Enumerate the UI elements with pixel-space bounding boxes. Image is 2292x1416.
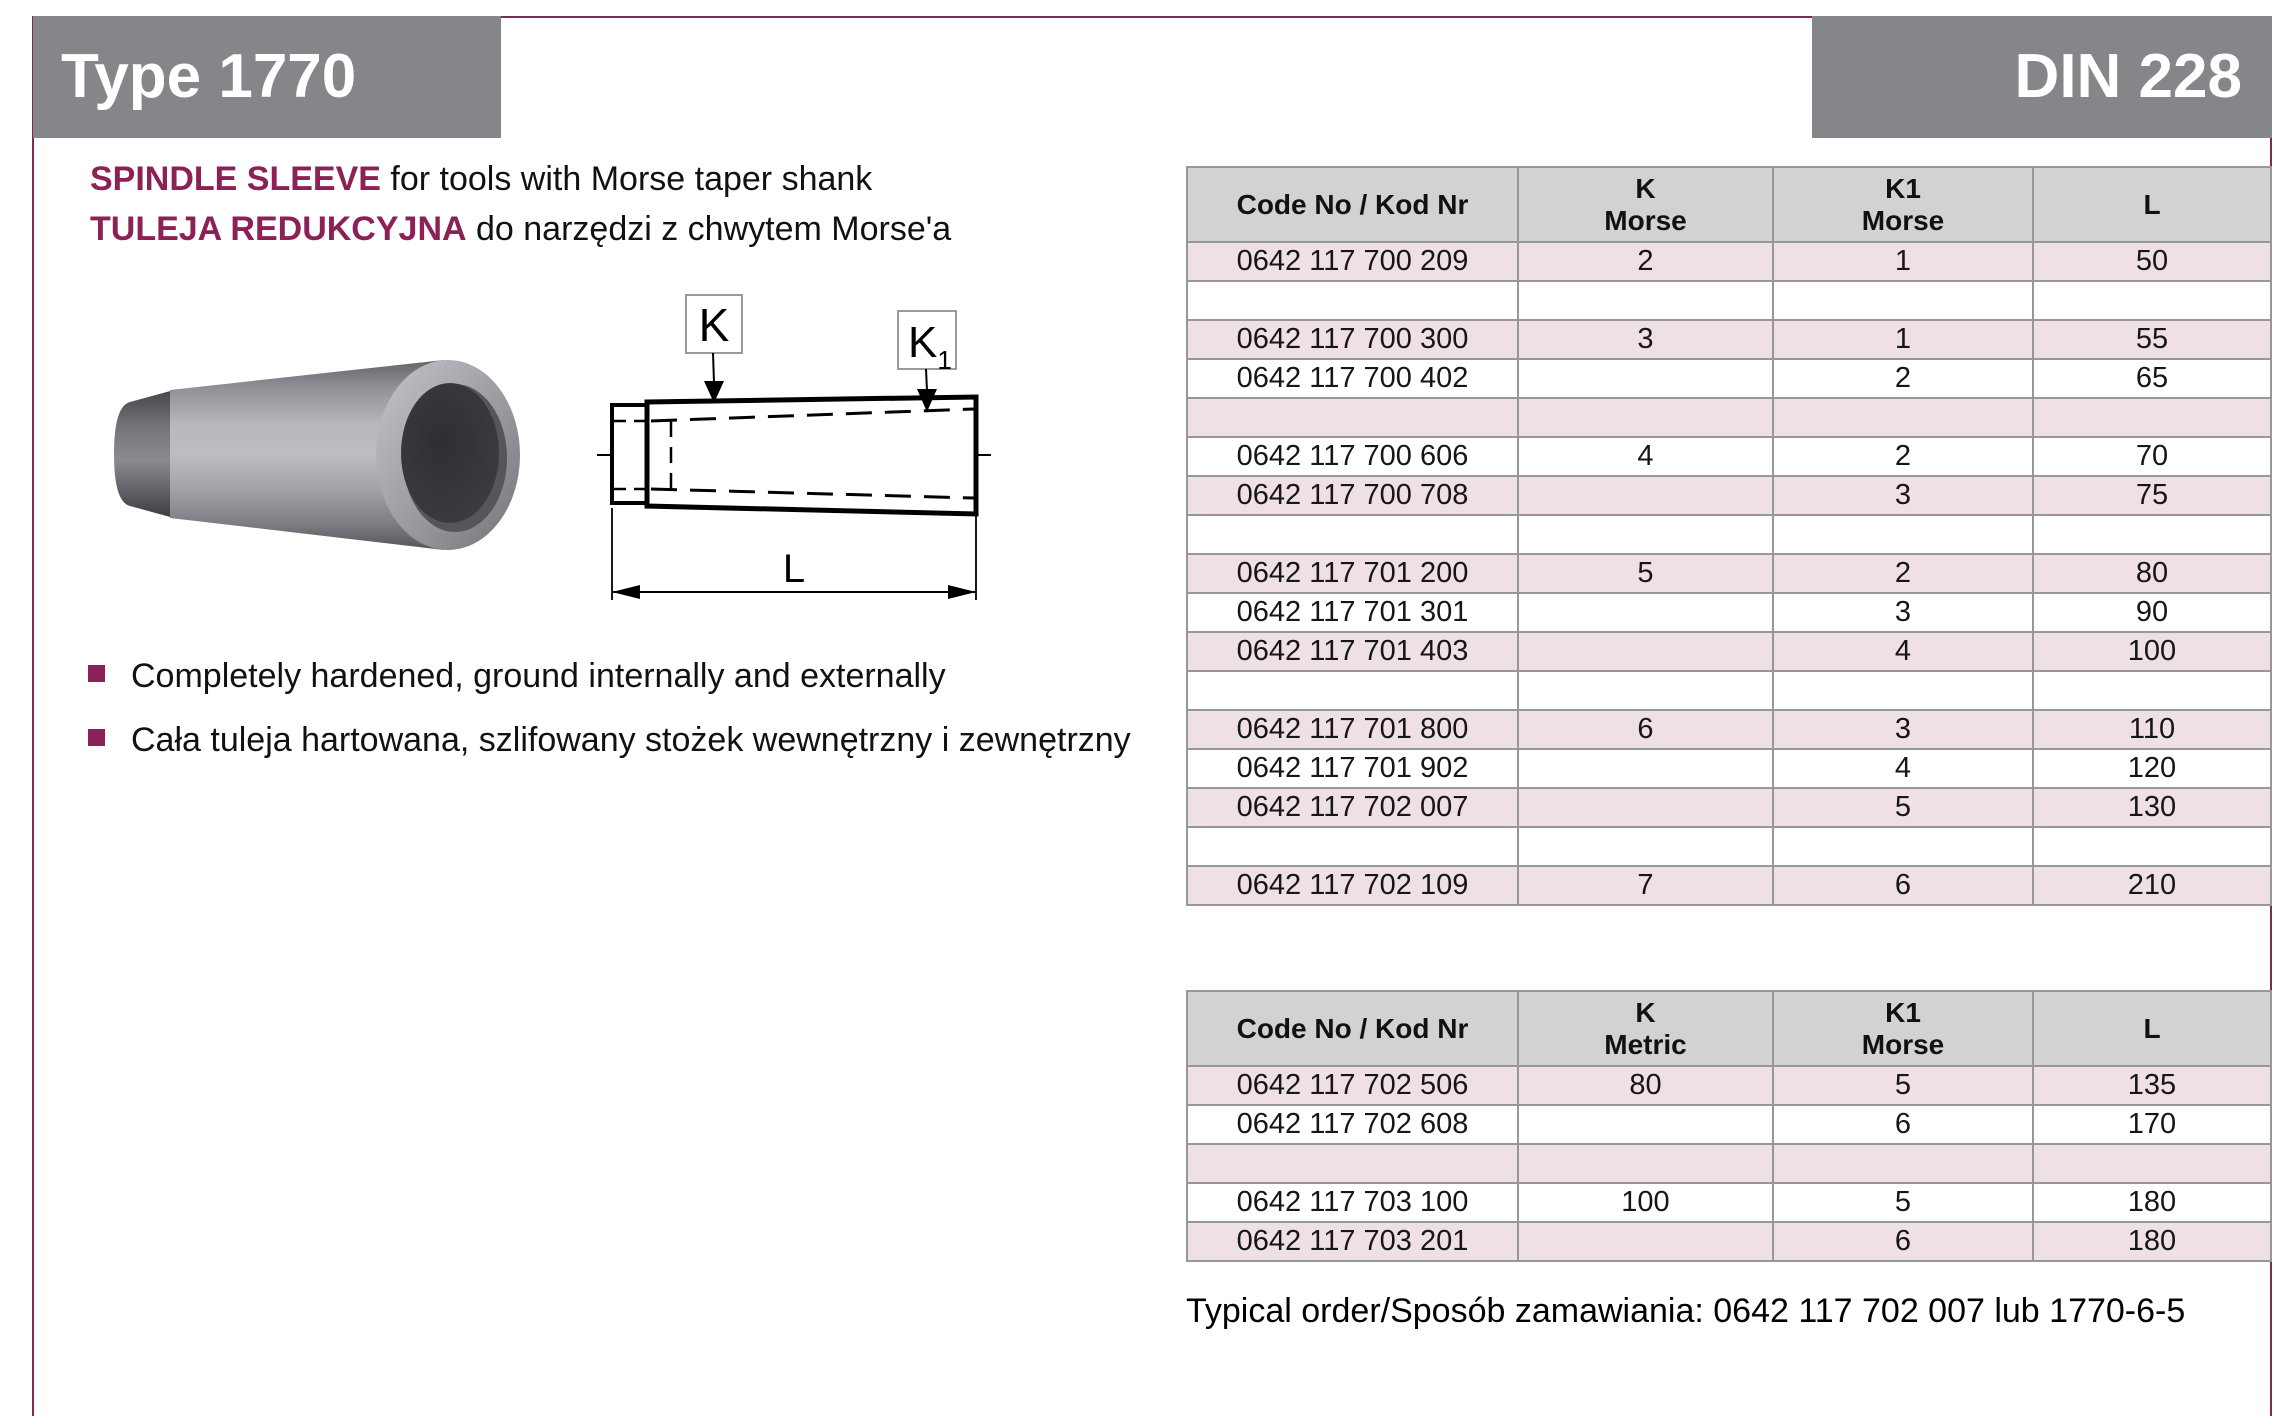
product-title-en [90, 158, 872, 200]
table-cell: 0642 117 701 800 [1187, 710, 1518, 749]
product-name-en: SPINDLE SLEEVE [90, 160, 381, 198]
table-cell: 6 [1773, 1222, 2033, 1261]
table-cell: 0642 117 700 300 [1187, 320, 1518, 359]
table-row [1187, 632, 2271, 671]
table-cell [1518, 281, 1773, 320]
feature-bullets [88, 656, 1131, 784]
table-spacer-row [1187, 827, 2271, 866]
table-header-cell: Code No / Kod Nr [1187, 991, 1518, 1066]
table-cell: 0642 117 701 200 [1187, 554, 1518, 593]
table-cell [1773, 827, 2033, 866]
table-cell [2033, 398, 2271, 437]
table-cell: 1 [1773, 320, 2033, 359]
table-cell [1187, 671, 1518, 710]
table-cell: 55 [2033, 320, 2271, 359]
table-cell [2033, 281, 2271, 320]
table-row [1187, 320, 2271, 359]
table-cell [2033, 671, 2271, 710]
table-cell [1187, 398, 1518, 437]
table-cell: 3 [1773, 710, 2033, 749]
table-cell: 130 [2033, 788, 2271, 827]
table-cell [1518, 359, 1773, 398]
table-cell: 0642 117 701 902 [1187, 749, 1518, 788]
table-cell: 0642 117 701 403 [1187, 632, 1518, 671]
table-row [1187, 554, 2271, 593]
table-cell: 5 [1518, 554, 1773, 593]
table-cell: 6 [1773, 866, 2033, 905]
k1-leader-line [926, 369, 927, 391]
product-desc-pl: do narzędzi z chwytem Morse'a [466, 210, 952, 248]
table-cell: 1 [1773, 242, 2033, 281]
spec-table-morse [1186, 166, 2272, 906]
table-row [1187, 1222, 2271, 1261]
table-spacer-row [1187, 281, 2271, 320]
table-row [1187, 593, 2271, 632]
table-spacer-row [1187, 671, 2271, 710]
din-badge [1812, 16, 2272, 138]
table-cell: 100 [1518, 1183, 1773, 1222]
k-label: K [698, 299, 730, 351]
technical-drawing [595, 285, 995, 605]
table-header-cell: K Metric [1518, 991, 1773, 1066]
table-cell: 80 [2033, 554, 2271, 593]
table-cell [1773, 515, 2033, 554]
table-cell: 6 [1518, 710, 1773, 749]
typical-order-note: Typical order/Sposób zamawiania: 0642 117 702 007 lub 1770-6-5 [1186, 1292, 2186, 1330]
table-cell: 0642 117 700 606 [1187, 437, 1518, 476]
table-cell: 0642 117 701 301 [1187, 593, 1518, 632]
table-cell: 210 [2033, 866, 2271, 905]
table-cell: 6 [1773, 1105, 2033, 1144]
table-header-row [1187, 991, 2271, 1066]
table-cell: 2 [1518, 242, 1773, 281]
table-cell: 0642 117 703 100 [1187, 1183, 1518, 1222]
table-cell [1518, 1144, 1773, 1183]
product-photo [108, 352, 538, 557]
table-spacer-row [1187, 515, 2271, 554]
table-row [1187, 866, 2271, 905]
table-cell: 3 [1773, 593, 2033, 632]
k-leader-line [713, 353, 714, 383]
table-cell: 0642 117 700 402 [1187, 359, 1518, 398]
product-title-pl [90, 208, 951, 250]
sleeve-bore [401, 383, 499, 523]
table-row [1187, 1183, 2271, 1222]
table-cell: 3 [1773, 476, 2033, 515]
table-cell [2033, 515, 2271, 554]
bullet-item [88, 656, 1131, 696]
table-cell: 50 [2033, 242, 2271, 281]
table-cell [1518, 1222, 1773, 1261]
bullet-text: Completely hardened, ground internally and externally [131, 657, 946, 695]
table-cell [1187, 281, 1518, 320]
table-cell [1187, 827, 1518, 866]
table-cell: 3 [1518, 320, 1773, 359]
table-cell [1187, 1144, 1518, 1183]
table-cell [1518, 749, 1773, 788]
table-header-cell: L [2033, 167, 2271, 242]
k1-label: $K_1$ [908, 318, 952, 375]
table-cell: 4 [1773, 749, 2033, 788]
table-spacer-row [1187, 1144, 2271, 1183]
table-row [1187, 1105, 2271, 1144]
table-cell: 4 [1773, 632, 2033, 671]
table-cell: 2 [1773, 554, 2033, 593]
table-cell [1518, 1105, 1773, 1144]
table-cell: 170 [2033, 1105, 2271, 1144]
spec-table-metric [1186, 990, 2272, 1262]
table-cell: 65 [2033, 359, 2271, 398]
table-cell [1773, 671, 2033, 710]
table-cell [1773, 1144, 2033, 1183]
table-cell [1518, 398, 1773, 437]
sleeve-collar [114, 390, 174, 518]
table-cell: 2 [1773, 437, 2033, 476]
table-cell [1518, 515, 1773, 554]
table-cell: 90 [2033, 593, 2271, 632]
table-header-cell: K1 Morse [1773, 991, 2033, 1066]
table-cell [1518, 593, 1773, 632]
table-cell: 120 [2033, 749, 2271, 788]
table-cell: 0642 117 703 201 [1187, 1222, 1518, 1261]
table-cell: 7 [1518, 866, 1773, 905]
table-cell: 135 [2033, 1066, 2271, 1105]
table-cell [1187, 515, 1518, 554]
table-cell [1518, 671, 1773, 710]
table-cell: 4 [1518, 437, 1773, 476]
product-name-pl: TULEJA REDUKCYJNA [90, 210, 467, 248]
bullet-square-icon [88, 665, 105, 682]
table-cell [1518, 827, 1773, 866]
table-cell: 0642 117 702 608 [1187, 1105, 1518, 1144]
table-cell: 5 [1773, 1066, 2033, 1105]
table-cell: 80 [1518, 1066, 1773, 1105]
table-cell: 75 [2033, 476, 2271, 515]
table-cell [1518, 788, 1773, 827]
table-header-cell: Code No / Kod Nr [1187, 167, 1518, 242]
table-cell: 0642 117 702 007 [1187, 788, 1518, 827]
dim-arrow-right [948, 585, 976, 599]
table-cell: 0642 117 702 109 [1187, 866, 1518, 905]
bullet-square-icon [88, 729, 105, 746]
table-header-cell: K1 Morse [1773, 167, 2033, 242]
table-row [1187, 242, 2271, 281]
table-cell: 180 [2033, 1183, 2271, 1222]
table-cell: 2 [1773, 359, 2033, 398]
dim-arrow-left [612, 585, 640, 599]
table-header-row [1187, 167, 2271, 242]
table-row [1187, 359, 2271, 398]
type-badge-label: Type 1770 [61, 42, 357, 111]
table-row [1187, 437, 2271, 476]
table-header-cell: K Morse [1518, 167, 1773, 242]
table-row [1187, 710, 2271, 749]
table-row [1187, 749, 2271, 788]
bullet-text: Cała tuleja hartowana, szlifowany stożek wewnętrzny i zewnętrzny [131, 721, 1131, 759]
table-cell [2033, 827, 2271, 866]
table-row [1187, 788, 2271, 827]
table-cell: 5 [1773, 788, 2033, 827]
length-dimension-label: L [782, 547, 806, 591]
type-badge [33, 16, 501, 138]
table-row [1187, 476, 2271, 515]
table-cell [1773, 281, 2033, 320]
din-badge-label: DIN 228 [2014, 42, 2242, 111]
table-spacer-row [1187, 398, 2271, 437]
table-cell: 0642 117 700 209 [1187, 242, 1518, 281]
table-cell: 100 [2033, 632, 2271, 671]
table-cell: 70 [2033, 437, 2271, 476]
table-row [1187, 1066, 2271, 1105]
table-cell [1518, 632, 1773, 671]
table-cell: 0642 117 702 506 [1187, 1066, 1518, 1105]
table-cell [1518, 476, 1773, 515]
table-cell: 5 [1773, 1183, 2033, 1222]
product-desc-en: for tools with Morse taper shank [380, 160, 873, 198]
table-cell: 180 [2033, 1222, 2271, 1261]
table-cell: 110 [2033, 710, 2271, 749]
table-cell: 0642 117 700 708 [1187, 476, 1518, 515]
table-cell [1773, 398, 2033, 437]
table-cell [2033, 1144, 2271, 1183]
table-header-cell: L [2033, 991, 2271, 1066]
bullet-item [88, 720, 1131, 760]
